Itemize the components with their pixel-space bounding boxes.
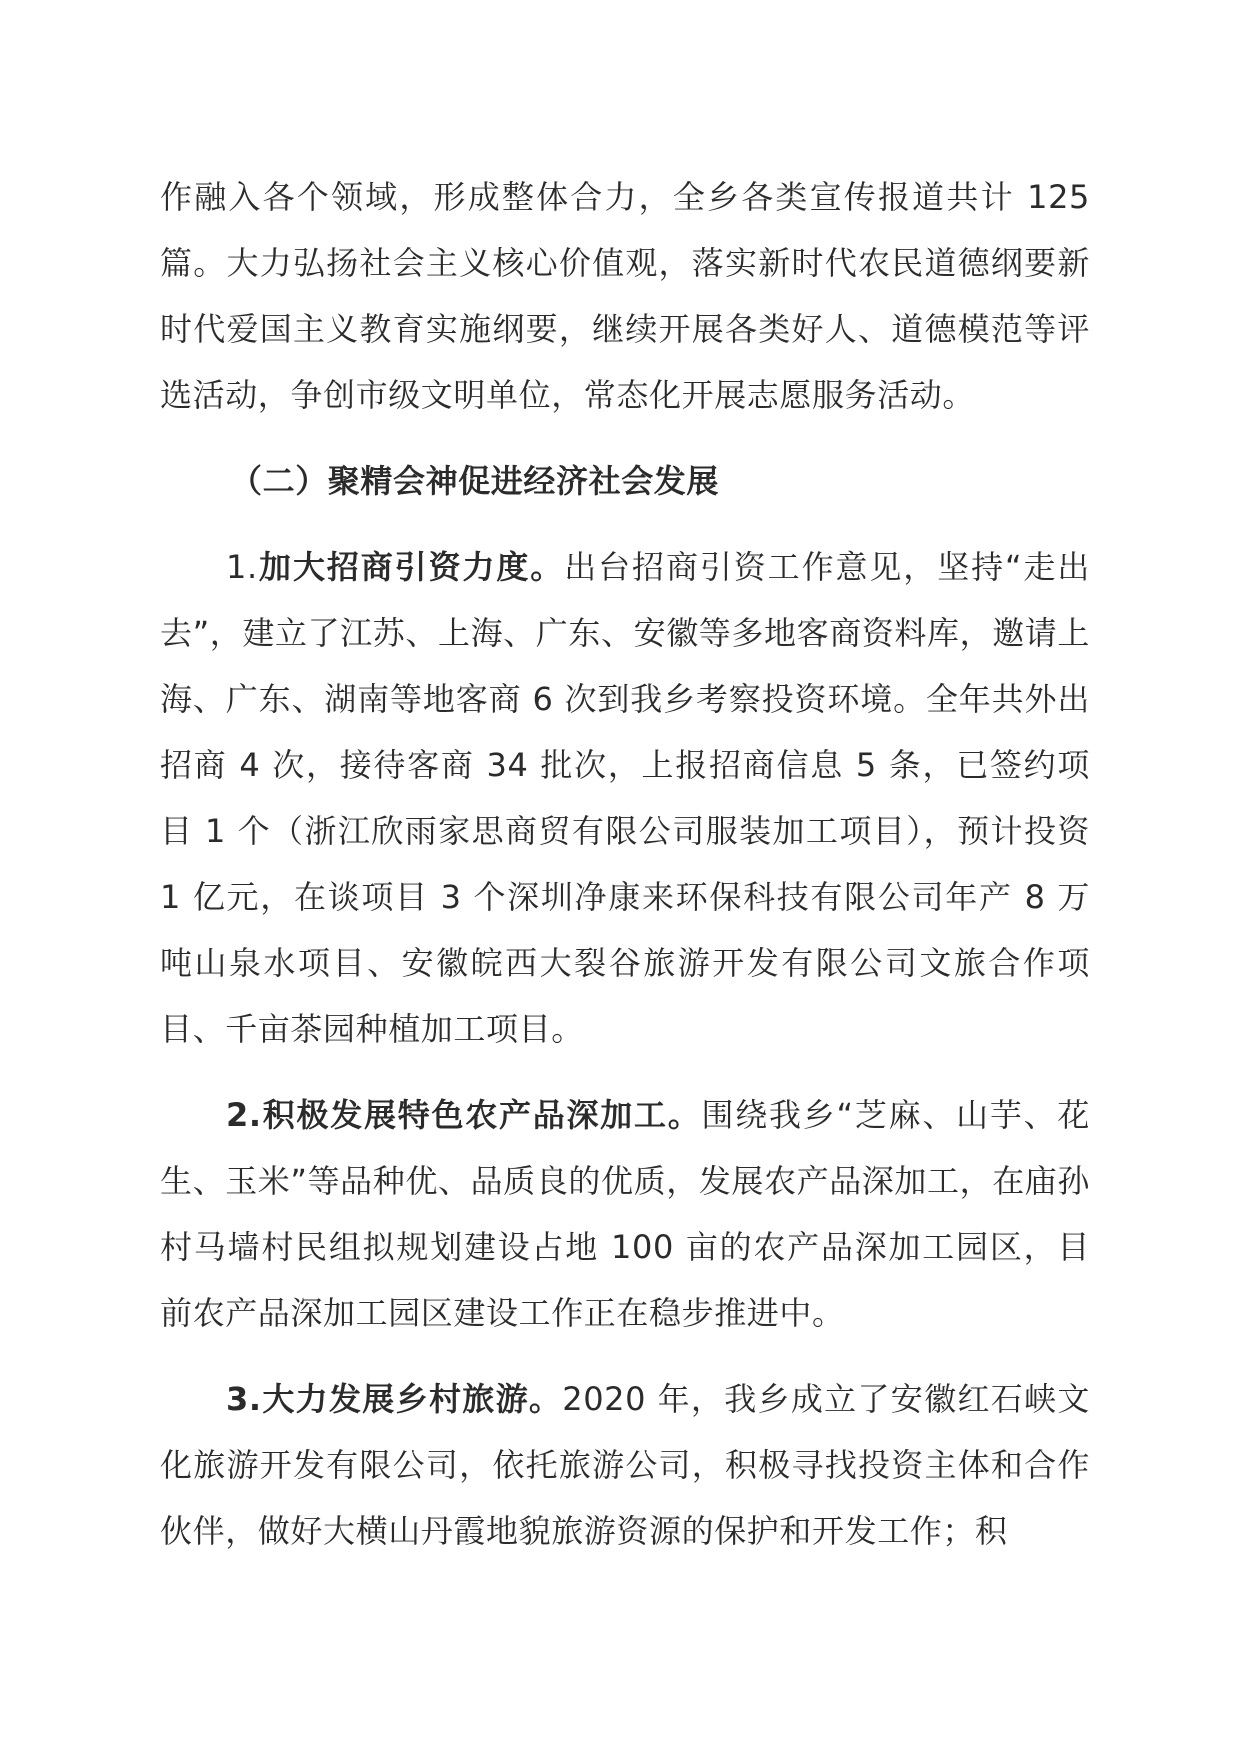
item-body: 出台招商引资工作意见，坚持“走出去”，建立了江苏、上海、广东、安徽等多地客商资料库，邀请上海、广东、湖南等地客商 6 次到我乡考察投资环境。全年共外出招商 4 次，接待客商 34 批次，上报招商信息 5 条，已签约项目 1 个（浙江欣雨家思商贸有限公司服装加工项目），预计投资 1 亿元，在谈项目 3 个深圳净康来环保科技有限公司年产 8 万吨山泉水项目、安徽皖西大裂谷旅游开发有限公司文旅合作项目、千亩茶园种植加工项目。 <box>160 548 1091 1048</box>
item-title: 积极发展特色农产品深加工。 <box>261 1096 702 1134</box>
list-item-2 <box>160 1082 1090 1346</box>
item-body: 围绕我乡“芝麻、山芋、花生、玉米”等品种优、品质良的优质，发展农产品深加工，在庙孙村马墙村民组拟规划建设占地 100 亩的农产品深加工园区，目前农产品深加工园区建设工作正在稳步推进中。 <box>160 1096 1090 1332</box>
item-title: 加大招商引资力度。 <box>257 548 565 586</box>
section-heading: （二）聚精会神促进经济社会发展 <box>230 462 720 500</box>
item-body: 2020 年，我乡成立了安徽红石峡文化旅游开发有限公司，依托旅游公司，积极寻找投资主体和合作伙伴，做好大横山丹霞地貌旅游资源的保护和开发工作；积 <box>160 1380 1090 1550</box>
list-item-1 <box>160 534 1090 1062</box>
list-item-3 <box>160 1366 1090 1564</box>
item-title: 大力发展乡村旅游。 <box>261 1380 563 1418</box>
continued-paragraph: 作融入各个领域，形成整体合力，全乡各类宣传报道共计 125 篇。大力弘扬社会主义核心价值观，落实新时代农民道德纲要新时代爱国主义教育实施纲要，继续开展各类好人、道德模范等评选活动，争创市级文明单位，常态化开展志愿服务活动。 <box>160 178 1090 414</box>
item-number: 1. <box>226 548 258 586</box>
item-number: 3. <box>226 1380 262 1418</box>
item-number: 2. <box>226 1096 262 1134</box>
document-body <box>160 164 1090 1564</box>
